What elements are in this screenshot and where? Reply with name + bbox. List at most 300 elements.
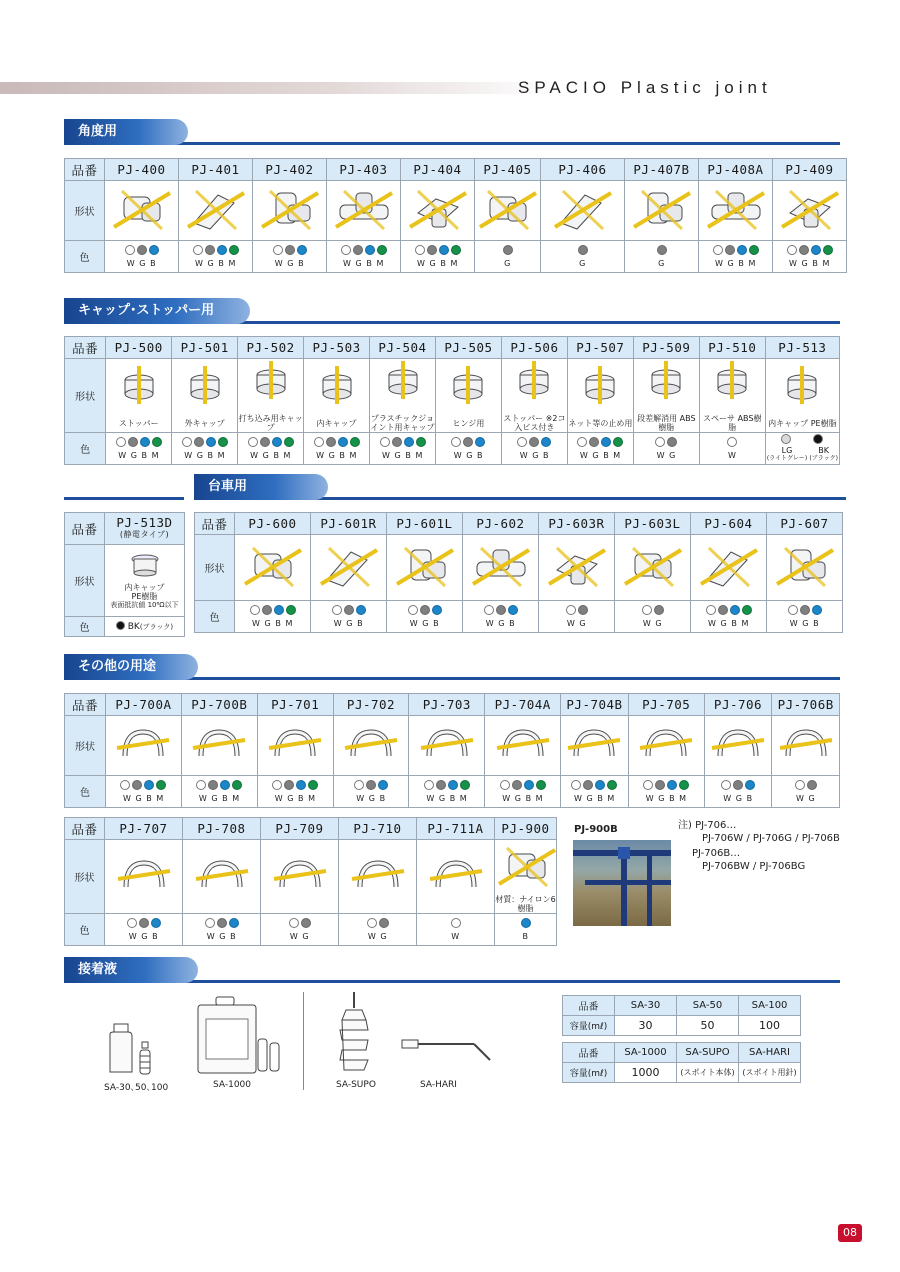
color-dot-b <box>206 437 216 447</box>
color-dot-m <box>218 437 228 447</box>
pj-603l-drawing <box>621 540 685 592</box>
section-header-cap <box>64 298 840 324</box>
pj-407b-drawing <box>630 183 694 235</box>
color-cell <box>105 241 179 273</box>
part-number: PJ-513 <box>765 337 839 359</box>
sa-supo-dropper-drawing <box>334 990 374 1076</box>
pj-706-drawing <box>706 718 770 770</box>
color-cell <box>625 241 699 273</box>
color-dot-g <box>800 605 810 615</box>
color-dot-g <box>657 245 667 255</box>
part-number: PJ-408A <box>699 159 773 181</box>
color-dot-b <box>524 780 534 790</box>
part-number: PJ-504 <box>370 337 436 359</box>
adhesive-caption: SA-1000 <box>213 1080 251 1090</box>
color-cell <box>485 776 561 808</box>
color-letters: W <box>451 932 464 941</box>
color-dot-w <box>125 245 135 255</box>
color-dot-g <box>284 780 294 790</box>
color-dots <box>380 437 426 447</box>
color-dot-m <box>286 605 296 615</box>
color-dot-m <box>308 780 318 790</box>
color-letters: WGBM <box>274 794 320 803</box>
color-letters: G <box>504 259 515 268</box>
color-cell <box>615 601 691 633</box>
section-header-angle <box>64 119 840 145</box>
color-dots <box>314 437 360 447</box>
label-color: 色 <box>65 617 105 637</box>
pj-402-drawing <box>258 183 322 235</box>
color-dot-g <box>529 437 539 447</box>
section-title: 角度用 <box>64 119 188 145</box>
color-cell <box>304 433 370 465</box>
part-number: PJ-513D <box>116 514 173 530</box>
color-dots <box>273 245 307 255</box>
color-dot-g <box>427 245 437 255</box>
capacity-header-cell: 品番 <box>563 996 615 1016</box>
color-name-block <box>809 447 838 463</box>
color-cell <box>181 776 257 808</box>
color-dots <box>332 605 366 615</box>
color-cell <box>401 241 475 273</box>
label-part-no: 品番 <box>195 513 235 535</box>
part-number: PJ-503 <box>304 337 370 359</box>
color-dots <box>503 245 513 255</box>
color-name: (ブラック) <box>809 455 838 462</box>
pj-505-drawing <box>436 364 500 400</box>
part-number: PJ-607 <box>767 513 843 535</box>
color-cell <box>435 433 501 465</box>
color-cell <box>179 241 253 273</box>
color-dot-w <box>484 605 494 615</box>
color-letters: WGBM <box>184 451 230 460</box>
section-header-other <box>64 654 840 680</box>
label-part-no: 品番 <box>65 337 106 359</box>
color-dot-g <box>353 245 363 255</box>
color-letters: WGBM <box>316 451 361 460</box>
part-number: PJ-506 <box>501 337 567 359</box>
color-dot-m <box>284 437 294 447</box>
color-dot-bk <box>813 434 823 444</box>
part-label: 打ち込み用キャップ <box>238 414 303 432</box>
color-cell <box>339 914 417 946</box>
color-cell <box>183 914 261 946</box>
part-number: PJ-400 <box>105 159 179 181</box>
shape-cell <box>615 535 691 601</box>
color-dots <box>713 245 759 255</box>
shape-cell <box>333 716 409 776</box>
capacity-value-cell: 容量(mℓ) <box>563 1063 615 1083</box>
part-number: PJ-401 <box>179 159 253 181</box>
color-dot-w <box>408 605 418 615</box>
part-label: スペーサ ABS樹脂 <box>703 414 762 432</box>
color-letters: WG <box>656 451 680 460</box>
color-cell <box>105 914 183 946</box>
part-number: PJ-402 <box>253 159 327 181</box>
part-number: PJ-602 <box>463 513 539 535</box>
color-dot-w <box>643 780 653 790</box>
shape-cell <box>370 359 436 433</box>
part-label: PE樹脂 <box>131 591 158 601</box>
color-dots <box>116 437 162 447</box>
color-cell <box>257 776 333 808</box>
color-dot-g <box>194 437 204 447</box>
color-dots <box>517 437 551 447</box>
color-dot-g <box>589 437 599 447</box>
color-dots <box>795 780 817 790</box>
color-cell <box>106 776 182 808</box>
pj-400-drawing <box>110 183 174 235</box>
adhesive-caption: SA-HARI <box>420 1080 457 1090</box>
color-dot-b <box>521 918 531 928</box>
color-dot-b <box>737 245 747 255</box>
color-dots <box>248 437 294 447</box>
pj-708-drawing <box>190 849 254 901</box>
color-dots <box>781 434 823 444</box>
color-letters: B <box>522 932 533 941</box>
part-number: PJ-507 <box>567 337 633 359</box>
color-cell <box>501 433 567 465</box>
section-title: その他の用途 <box>64 654 198 680</box>
color-letters: WGB <box>126 259 161 268</box>
pj-704b-drawing <box>562 718 626 770</box>
color-dots <box>451 918 461 928</box>
color-dot-m <box>229 245 239 255</box>
color-dot-g <box>217 918 227 928</box>
color-dot-w <box>713 245 723 255</box>
color-letters: G <box>658 259 669 268</box>
capacity-value-cell: (スポイト本体) <box>677 1063 739 1083</box>
pj-408a-drawing <box>704 183 768 235</box>
color-letters: WGBM <box>417 259 462 268</box>
color-dot-g <box>205 245 215 255</box>
section-title: 接着液 <box>64 957 198 983</box>
part-number: PJ-601R <box>311 513 387 535</box>
shape-cell <box>105 181 179 241</box>
color-dot-w <box>706 605 716 615</box>
capacity-value-cell: 容量(mℓ) <box>563 1016 615 1036</box>
capacity-header-cell: SA-100 <box>739 996 801 1016</box>
color-dots <box>500 780 546 790</box>
color-dot-b <box>404 437 414 447</box>
note-line: PJ-706W / PJ-706G / PJ-706B <box>702 833 840 844</box>
capacity-header-cell: SA-30 <box>615 996 677 1016</box>
capacity-value-cell: 100 <box>739 1016 801 1036</box>
shape-cell <box>181 716 257 776</box>
capacity-value-cell: 1000 <box>615 1063 677 1083</box>
color-dots <box>721 780 755 790</box>
color-dot-w <box>787 245 797 255</box>
part-number: PJ-502 <box>238 337 304 359</box>
shape-cell <box>311 535 387 601</box>
color-dot-w <box>248 437 258 447</box>
color-dot-w <box>380 437 390 447</box>
shape-cell <box>409 716 485 776</box>
color-letters <box>766 447 839 463</box>
pj-513d-drawing <box>125 552 165 580</box>
color-dot-g <box>436 780 446 790</box>
pj-513-drawing <box>770 364 834 400</box>
pj-701-drawing <box>263 718 327 770</box>
shape-cell <box>501 359 567 433</box>
shape-cell <box>172 359 238 433</box>
color-letters: WGBM <box>343 259 388 268</box>
shape-cell <box>463 535 539 601</box>
header-gradient-bar <box>0 82 560 94</box>
color-cell <box>311 601 387 633</box>
note-line: 注) PJ-706… <box>678 820 737 831</box>
label-shape: 形状 <box>195 535 235 601</box>
pj-501-drawing <box>173 364 237 400</box>
color-dot-m <box>607 780 617 790</box>
color-dot-bk <box>116 621 125 630</box>
color-cell <box>417 914 495 946</box>
color-letters: WGBM <box>574 794 619 803</box>
cart-table <box>194 512 843 633</box>
color-dot-w <box>451 918 461 928</box>
note-line: PJ-706BW / PJ-706BG <box>702 861 806 872</box>
color-dot-w <box>566 605 576 615</box>
color-cell <box>261 914 339 946</box>
section-title: キャップ･ストッパー用 <box>64 298 250 324</box>
color-letters: WG <box>289 932 314 941</box>
color-letters: WGB <box>789 619 824 628</box>
part-number: PJ-505 <box>435 337 501 359</box>
color-dot-b <box>745 780 755 790</box>
color-dot-w <box>205 918 215 928</box>
adhesive-divider <box>303 992 304 1090</box>
color-dot-g <box>285 245 295 255</box>
part-label: ストッパー ※2コ入ビス付き <box>503 414 566 432</box>
color-dot-g <box>139 918 149 928</box>
color-letters: WGBM <box>789 259 834 268</box>
label-shape: 形状 <box>65 545 105 617</box>
color-dots <box>120 780 166 790</box>
shape-cell <box>772 716 840 776</box>
part-number: PJ-707 <box>105 818 183 840</box>
color-letters: WGBM <box>645 794 691 803</box>
color-letters: WGB <box>333 619 368 628</box>
color-dot-b <box>338 437 348 447</box>
part-number: PJ-709 <box>261 818 339 840</box>
color-cell <box>628 776 704 808</box>
color-cell <box>387 601 463 633</box>
shape-cell <box>401 181 475 241</box>
color-cell <box>475 241 541 273</box>
color-dots <box>521 918 531 928</box>
color-dot-w <box>120 780 130 790</box>
label-color: 色 <box>65 914 105 946</box>
shape-cell <box>257 716 333 776</box>
color-dot-m <box>152 437 162 447</box>
color-dot-g <box>392 437 402 447</box>
adhesive-caption: SA-30､50､100 <box>104 1083 169 1093</box>
color-letters: WGBM <box>502 794 548 803</box>
color-letters: WGBM <box>382 451 427 460</box>
color-dot-m <box>613 437 623 447</box>
other-table-1 <box>64 693 840 808</box>
label-part-no: 品番 <box>65 159 105 181</box>
color-dots <box>196 780 242 790</box>
color-dot-m <box>350 437 360 447</box>
shape-cell <box>773 181 847 241</box>
pj-900-drawing <box>495 840 557 876</box>
part-number: PJ-700A <box>106 694 182 716</box>
color-cell <box>172 433 238 465</box>
color-dots <box>571 780 617 790</box>
pj-500-drawing <box>107 364 171 400</box>
part-label: 内キャップ <box>316 418 357 428</box>
color-dots <box>578 245 588 255</box>
color-dot-m <box>416 437 426 447</box>
color-dot-b <box>151 918 161 928</box>
color-dot-b <box>140 437 150 447</box>
color-dot-b <box>149 245 159 255</box>
label-shape: 形状 <box>65 716 106 776</box>
color-cell <box>495 914 557 946</box>
pj-509-drawing <box>634 359 698 395</box>
part-number: PJ-706 <box>704 694 772 716</box>
color-dots <box>193 245 239 255</box>
color-dot-m <box>451 245 461 255</box>
color-dot-w <box>354 780 364 790</box>
color-dot-b <box>229 918 239 928</box>
color-dot-w <box>314 437 324 447</box>
pj-704a-drawing <box>491 718 555 770</box>
shape-cell <box>304 359 370 433</box>
color-cell <box>106 433 172 465</box>
sa-hari-needle-drawing <box>398 1036 494 1066</box>
label-color: 色 <box>65 241 105 273</box>
color-dot-b <box>667 780 677 790</box>
shape-cell <box>495 840 557 914</box>
part-number: PJ-501 <box>172 337 238 359</box>
color-dots <box>788 605 822 615</box>
shape-cell <box>105 840 183 914</box>
part-number: PJ-403 <box>327 159 401 181</box>
part-number: PJ-706B <box>772 694 840 716</box>
pj-401-drawing <box>184 183 248 235</box>
color-dot-w <box>182 437 192 447</box>
color-dot-g <box>496 605 506 615</box>
color-dot-w <box>273 245 283 255</box>
part-label: 段差解消用 ABS樹脂 <box>637 414 696 432</box>
color-cell <box>463 601 539 633</box>
part-number: PJ-604 <box>691 513 767 535</box>
color-dots <box>655 437 677 447</box>
color-cell <box>561 776 629 808</box>
color-dot-b <box>595 780 605 790</box>
color-dot-w <box>196 780 206 790</box>
color-dot-b <box>475 437 485 447</box>
color-dots <box>341 245 387 255</box>
pj900b-photo <box>573 840 671 926</box>
color-dots <box>127 918 161 928</box>
color-name-block <box>767 447 807 463</box>
color-name: (ライトグレー) <box>766 455 808 462</box>
color-dot-w <box>571 780 581 790</box>
part-number: PJ-406 <box>541 159 625 181</box>
color-cell <box>767 601 843 633</box>
pj-604-drawing <box>697 540 761 592</box>
color-dot-g <box>718 605 728 615</box>
shape-cell <box>106 359 172 433</box>
color-dot-b <box>220 780 230 790</box>
color-dot-g <box>512 780 522 790</box>
pj-506-drawing <box>502 359 566 395</box>
shape-cell <box>567 359 633 433</box>
part-number: PJ-704B <box>561 694 629 716</box>
color-dot-g <box>583 780 593 790</box>
color-dots <box>577 437 623 447</box>
color-letters: WG <box>566 619 591 628</box>
color-dot-g <box>654 605 664 615</box>
note-line: PJ-706B… <box>692 848 741 859</box>
color-dots <box>642 605 664 615</box>
label-shape: 形状 <box>65 359 106 433</box>
part-label: 内キャップ PE樹脂 <box>768 418 837 428</box>
color-dot-g <box>379 918 389 928</box>
shape-cell <box>238 359 304 433</box>
label-color: 色 <box>65 433 106 465</box>
color-dot-b <box>812 605 822 615</box>
color-cell <box>699 241 773 273</box>
color-dots <box>787 245 833 255</box>
part-label: 外キャップ <box>184 418 225 428</box>
color-dot-w <box>332 605 342 615</box>
color-dot-g <box>578 605 588 615</box>
color-dot-b <box>274 605 284 615</box>
shape-cell <box>339 840 417 914</box>
part-number: PJ-710 <box>339 818 417 840</box>
part-number: PJ-407B <box>625 159 699 181</box>
part-number: PJ-702 <box>333 694 409 716</box>
color-letters: WGBM <box>250 451 296 460</box>
pj-711a-drawing <box>424 849 488 901</box>
shape-cell <box>691 535 767 601</box>
color-dot-w <box>577 437 587 447</box>
part-number: PJ-500 <box>106 337 172 359</box>
color-letters: WGB <box>723 794 757 803</box>
pj-700a-drawing <box>111 718 175 770</box>
color-letters: WGBM <box>195 259 240 268</box>
color-letters: WGBM <box>579 451 625 460</box>
label-part-no: 品番 <box>65 513 105 545</box>
color-cell <box>238 433 304 465</box>
color-cell <box>633 433 699 465</box>
color-dot-m <box>749 245 759 255</box>
sa-1000-can-drawing <box>194 995 284 1077</box>
color-letters: G <box>579 259 590 268</box>
shape-cell <box>765 359 839 433</box>
pj-404-drawing <box>406 183 470 235</box>
color-cell <box>333 776 409 808</box>
color-letters: WGBM <box>708 619 753 628</box>
part-label: 材質：ナイロン6樹脂 <box>495 895 556 913</box>
color-dot-b <box>365 245 375 255</box>
pj-510-drawing <box>700 359 764 395</box>
color-dot-g <box>667 437 677 447</box>
part-number: PJ-409 <box>773 159 847 181</box>
part-number: PJ-601L <box>387 513 463 535</box>
shape-cell <box>435 359 501 433</box>
adhesive-capacity-table-1 <box>562 995 801 1036</box>
color-dot-w <box>193 245 203 255</box>
pj-706b-drawing <box>774 718 838 770</box>
color-dot-g <box>344 605 354 615</box>
part-number: PJ-405 <box>475 159 541 181</box>
pj-703-drawing <box>415 718 479 770</box>
